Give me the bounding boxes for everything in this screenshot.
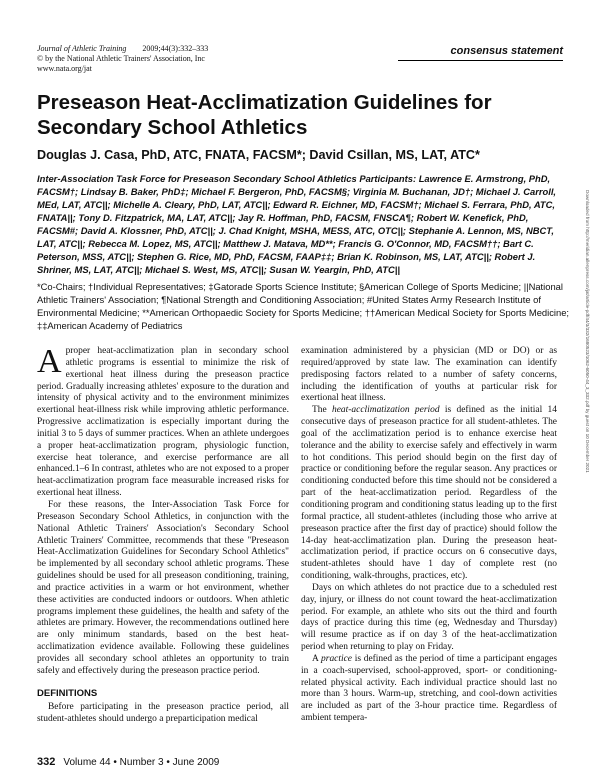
section-badge: consensus statement	[450, 45, 563, 57]
task-force-participants: Inter-Association Task Force for Preseason Secondary School Athletics Participants: Lawrence E. Armstrong, PhD, FACSM†; Lindsay B. Baker, PhD‡; Michael F. Bergeron, PhD, FACSM§; Virginia M. Buchanan, JD†; Michael J. Carroll, MEd, LAT, ATC||; Michelle A. Cleary, PhD, LAT, ATC||; Edward R. Eichner, MD, FACSM†; Michael S. Ferrara, PhD, ATC, FNATA||; Tony D. Fitzpatrick, MA, LAT, ATC||; Jay R. Hoffman, PhD, FACSM, FNSCA¶; Robert W. Kenefick, PhD, FACSM#; David A. Klossner, PhD, ATC||; J. Chad Knight, MSHA, MESS, ATC, OTC||; Stephanie A. Lennon, MS, NBCT, LAT, ATC||; Rebecca M. Lopez, MS, ATC||; Matthew J. Matava, MD**; Francis G. O'Connor, MD, FACSM††; Bart C. Peterson, MSS, ATC||; Stephen G. Rice, MD, PhD, FACSM, FAAP‡‡; Brian K. Robinson, MS, LAT, ATC||; Robert J. Shriner, MS, LAT, ATC||; Michael S. West, MS, ATC||; Susan W. Yeargin, PhD, ATC||	[37, 173, 557, 275]
journal-url: www.nata.org/jat	[37, 64, 92, 73]
paragraph: examination administered by a physician (MD or DO) or as required/approved by state law. The examination can identify predisposing factors related to a number of safety concerns, including the identification of youths at particular risk for exertional heat illness.	[301, 346, 557, 404]
download-note: Downloaded from http://meridian.allenpress.com/jat/article-pdf/44/3/332/1680523/1062-6050-44_3_332.pdf by guest on 10 December 2021	[585, 190, 590, 473]
drop-cap: A	[37, 343, 62, 380]
defined-term: practice	[321, 653, 352, 664]
body-column-left	[37, 343, 289, 726]
download-sidebar	[578, 190, 592, 710]
text-run: A	[312, 653, 322, 664]
paragraph: Before participating in the preseason practice period, all student-athletes should undergo a preparticipation medical	[37, 702, 289, 725]
text-run: is defined as the initial 14 consecutive days of preseason practice for all student-athletes. The goal of the acclimatization period is to enhance exercise heat tolerance and the ability to exercise safely and effectively in warm to hot conditions. This period should begin on the first day of practice or conditioning before the regular season. Any practices or conditioning conducted before this time should not be considered a part of the heat-acclimatization period. Regardless of the conditioning program and conditioning status leading up to the first formal practice, all student-athletes (including those who arrive at preseason practice after the first day of practice) should follow the 14-day heat-acclimatization plan. During the preseason heat-acclimatization period, if practice occurs on 6 consecutive days, student-athletes should have 1 day of complete rest (no conditioning, walk-throughs, practices, etc).	[301, 405, 557, 582]
text-run: The	[312, 405, 333, 416]
section-heading-definitions: DEFINITIONS	[37, 687, 98, 699]
paragraph: Days on which athletes do not practice due to a scheduled rest day, injury, or illness do not count toward the heat-acclimatization period. For example, an athlete who sits out the third and fourth days of practice during this time (eg, Wednesday and Thursday) will resume practice as if on day 3 of the heat-acclimatization period when returning to play on Friday.	[301, 582, 557, 653]
issue-info: Volume 44 • Number 3 • June 2009	[63, 757, 220, 768]
article-title: Preseason Heat-Acclimatization Guidelines for Secondary School Athletics	[37, 91, 492, 139]
affiliations: *Co-Chairs; †Individual Representatives; ‡Gatorade Sports Science Institute; §American College of Sports Medicine; ||National Athletic Trainers' Association; ¶National Strength and Conditioning Association; #United States Army Research Institute of Environmental Medicine; **American Orthopaedic Society for Sports Medicine; ††American Medical Society for Sports Medicine; ‡‡American Academy of Pediatrics	[37, 281, 570, 331]
page-footer	[37, 756, 219, 768]
intro-text: proper heat-acclimatization plan in secondary school athletic programs is essential to minimize the risk of exertional heat illness during the preseason practice period. Gradually increasing athletes' exposure to the duration and intensity of physical activity and to the environment minimizes exertional heat-illness risk while improving athletic performance. Progressive acclimatization is especially important during the initial 3 to 5 days of summer practices. When an athlete undergoes a proper heat-acclimatization program, physiologic function, exercise heat tolerance, and exercise performance are all enhanced.1–6 In contrast, athletes who are not exposed to a proper heat-acclimatization program face measurable increased risks for exertional heat illness.	[37, 346, 289, 499]
body-column-right	[301, 346, 557, 725]
paragraph: For these reasons, the Inter-Association Task Force for Preseason Secondary School Athletics, in conjunction with the National Athletic Trainers' Association's Secondary School Athletic Trainers' Committee, recommends that these "Preseason Heat-Acclimatization Guidelines for Secondary School Athletics" be implemented by all secondary school athletic programs. These guidelines should be used for all preseason conditioning, training, and practice activities in a warm or hot environment, whether these activities are conducted indoors or outdoors. When athletic programs implement these guidelines, the health and safety of the athletes are primary. However, the recommendations outlined here are only minimum standards, based on the best heat-acclimatization evidence available. Following these guidelines provides all secondary school athletes an opportunity to train safely and effectively during the preseason practice period.	[37, 499, 289, 676]
journal-header	[37, 44, 208, 74]
article-authors: Douglas J. Casa, PhD, ATC, FNATA, FACSM*; David Csillan, MS, LAT, ATC*	[37, 148, 480, 162]
paragraph	[301, 405, 557, 583]
paragraph	[301, 654, 557, 725]
journal-copyright: © by the National Athletic Trainers' Association, Inc	[37, 54, 205, 63]
badge-rule	[398, 60, 563, 61]
journal-name: Journal of Athletic Training	[37, 44, 127, 53]
text-run: is defined as the period of time a participant engages in a coach-supervised, school-approved, sport- or conditioning-related physical activity. Each individual practice should last no more than 3 hours. Warm-up, stretching, and cool-down activities are included as part of the 3-hour practice time. Regardless of ambient tempera-	[301, 653, 558, 724]
intro-paragraph	[37, 343, 289, 500]
defined-term: heat-acclimatization period	[332, 405, 440, 416]
page-number: 332	[37, 756, 56, 768]
journal-citation: 2009;44(3):332–333	[142, 44, 209, 53]
